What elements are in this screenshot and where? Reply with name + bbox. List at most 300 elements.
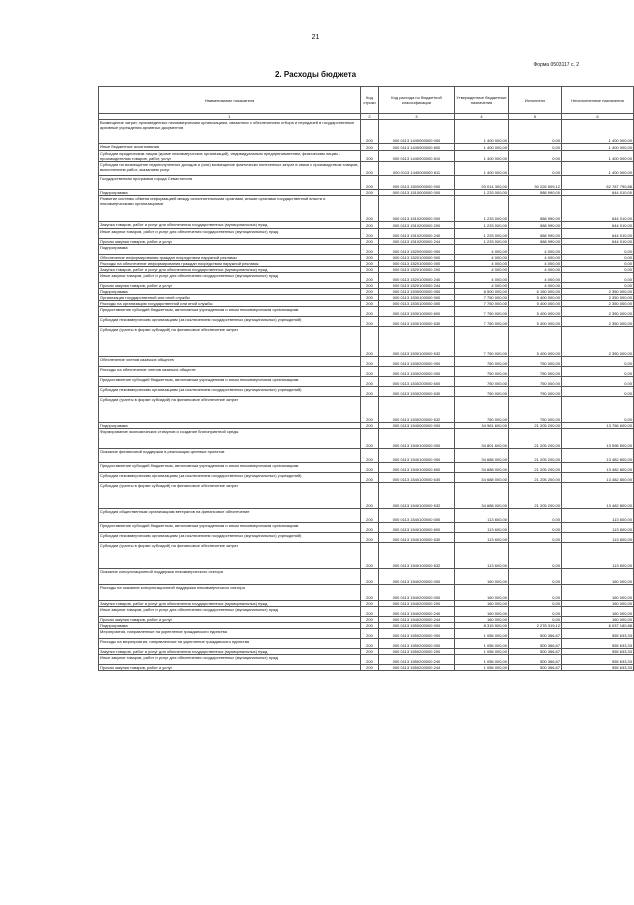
row-approved: 4 000,00 bbox=[455, 245, 509, 255]
row-approved: 8 500 000,00 bbox=[455, 289, 509, 295]
row-name: Развитие системы обмена информацией между исполнительными органами, иными органами государственной власти и некоммерческими организациями bbox=[99, 196, 361, 222]
row-name: Субсидии некоммерческим организациям (за исключением государственных (муниципальных) учреждений) bbox=[99, 533, 361, 543]
row-executed: 2 278 319,12 bbox=[509, 623, 562, 629]
row-remaining: 113 600,00 bbox=[562, 533, 634, 543]
row-approved: 160 000,00 bbox=[455, 569, 509, 585]
table-row bbox=[99, 429, 634, 449]
row-name: Субсидии (гранты в форме субсидий) на финансовое обеспечение затрат bbox=[99, 483, 361, 509]
row-code: 200 bbox=[361, 377, 379, 387]
row-remaining: 2 350 000,00 bbox=[562, 301, 634, 307]
row-classification: 000 0113 1530000000 000 bbox=[379, 289, 455, 295]
row-code: 200 bbox=[361, 176, 379, 190]
table-row bbox=[99, 307, 634, 317]
row-classification: 000 0113 1540100000 000 bbox=[379, 429, 455, 449]
row-name: Иные бюджетные ассигнования bbox=[99, 144, 361, 151]
row-code: 200 bbox=[361, 623, 379, 629]
row-name: Подпрограмма bbox=[99, 190, 361, 196]
row-approved: 34 688 000,00 bbox=[455, 473, 509, 483]
row-name: Оказание финансовой поддержки в реализации целевых проектов bbox=[99, 449, 361, 463]
row-executed: 500 366,67 bbox=[509, 665, 562, 671]
row-name: Подпрограмма bbox=[99, 423, 361, 429]
table-row bbox=[99, 273, 634, 283]
row-classification: 000 0113 1550200000 240 bbox=[379, 655, 455, 665]
row-approved: 7 750 000,00 bbox=[455, 301, 509, 307]
row-name: Прочая закупка товаров, работ и услуг bbox=[99, 617, 361, 623]
row-code: 200 bbox=[361, 301, 379, 307]
row-classification: 000 0113 1440000000 800 bbox=[379, 144, 455, 151]
table-row bbox=[99, 357, 634, 367]
table-row bbox=[99, 261, 634, 267]
row-executed: 0,00 bbox=[509, 509, 562, 523]
row-remaining: 644 010,00 bbox=[562, 190, 634, 196]
table-row bbox=[99, 607, 634, 617]
row-name: Субсидии (гранты в форме субсидий) на финансовое обеспечение затрат bbox=[99, 327, 361, 357]
row-executed: 588 990,00 bbox=[509, 190, 562, 196]
column-index: 2 bbox=[361, 114, 379, 120]
row-classification: 000 0113 1530100000 630 bbox=[379, 317, 455, 327]
row-remaining: 2 350 000,00 bbox=[562, 307, 634, 317]
row-code: 200 bbox=[361, 162, 379, 176]
table-row bbox=[99, 301, 634, 307]
row-approved: 750 000,00 bbox=[455, 397, 509, 423]
row-approved: 1 056 000,00 bbox=[455, 655, 509, 665]
table-row bbox=[99, 377, 634, 387]
row-name: Субсидии на возмещение недополученных доходов и (или) возмещение фактически понесенных затрат в связи с производством товаров, выполнением работ, оказанием услуг bbox=[99, 162, 361, 176]
row-code: 200 bbox=[361, 289, 379, 295]
page-title: 2. Расходы бюджета bbox=[274, 70, 357, 79]
row-code: 200 bbox=[361, 255, 379, 261]
row-code: 200 bbox=[361, 449, 379, 463]
header-executed: Исполнено bbox=[509, 87, 562, 114]
row-classification: 000 0113 1530100000 600 bbox=[379, 307, 455, 317]
row-classification: 000 0113 1550200000 200 bbox=[379, 649, 455, 655]
row-code: 200 bbox=[361, 267, 379, 273]
table-row bbox=[99, 144, 634, 151]
row-executed: 0,00 bbox=[509, 607, 562, 617]
row-remaining: 555 633,33 bbox=[562, 629, 634, 639]
row-executed: 5 400 000,00 bbox=[509, 307, 562, 317]
row-executed: 500 366,67 bbox=[509, 639, 562, 649]
row-approved: 160 000,00 bbox=[455, 617, 509, 623]
row-code: 200 bbox=[361, 144, 379, 151]
row-name: Предоставление субсидий бюджетным, автономным учреждениям и иным некоммерческим организациям bbox=[99, 307, 361, 317]
row-approved: 1 400 000,00 bbox=[455, 162, 509, 176]
row-remaining: 13 482 800,00 bbox=[562, 473, 634, 483]
row-classification: 000 0113 1520100000 240 bbox=[379, 273, 455, 283]
row-executed: 0,00 bbox=[509, 601, 562, 607]
row-code: 200 bbox=[361, 190, 379, 196]
row-classification: 000 0113 1500000000 000 bbox=[379, 176, 455, 190]
row-remaining: 160 000,00 bbox=[562, 569, 634, 585]
table-body bbox=[99, 120, 634, 671]
row-remaining: 2 350 000,00 bbox=[562, 289, 634, 295]
row-executed: 750 000,00 bbox=[509, 367, 562, 377]
row-approved: 34 961 600,00 bbox=[455, 423, 509, 429]
table-row bbox=[99, 655, 634, 665]
row-classification: 000 0113 1540100000 632 bbox=[379, 483, 455, 509]
row-code: 200 bbox=[361, 327, 379, 357]
row-approved: 34 688 000,00 bbox=[455, 449, 509, 463]
table-row bbox=[99, 397, 634, 423]
table-row bbox=[99, 533, 634, 543]
row-approved: 750 000,00 bbox=[455, 387, 509, 397]
row-classification: 000 0113 1530100000 632 bbox=[379, 327, 455, 357]
row-remaining: 113 600,00 bbox=[562, 523, 634, 533]
row-name: Подпрограмма bbox=[99, 245, 361, 255]
row-executed: 0,00 bbox=[509, 617, 562, 623]
row-name: Подпрограмма bbox=[99, 623, 361, 629]
row-executed: 4 000,00 bbox=[509, 267, 562, 273]
table-row bbox=[99, 639, 634, 649]
row-approved: 1 400 000,00 bbox=[455, 120, 509, 144]
row-classification: 000 0113 1440000000 811 bbox=[379, 162, 455, 176]
table-row bbox=[99, 543, 634, 569]
row-remaining: 0,00 bbox=[562, 357, 634, 367]
row-executed: 4 000,00 bbox=[509, 255, 562, 261]
row-classification: 000 0113 1540200000 240 bbox=[379, 607, 455, 617]
row-remaining: 13 596 600,00 bbox=[562, 429, 634, 449]
row-approved: 1 056 000,00 bbox=[455, 629, 509, 639]
table-row bbox=[99, 295, 634, 301]
row-classification: 000 0113 1510200000 200 bbox=[379, 222, 455, 229]
row-executed: 0,00 bbox=[509, 543, 562, 569]
row-approved: 4 000,00 bbox=[455, 261, 509, 267]
table-row bbox=[99, 665, 634, 671]
row-classification: 000 0113 1540100000 630 bbox=[379, 473, 455, 483]
row-approved: 113 600,00 bbox=[455, 523, 509, 533]
row-classification: 000 0113 1540200000 000 bbox=[379, 569, 455, 585]
column-index: 6 bbox=[562, 114, 634, 120]
row-code: 200 bbox=[361, 629, 379, 639]
row-code: 200 bbox=[361, 222, 379, 229]
row-classification: 000 0113 1540100000 000 bbox=[379, 509, 455, 523]
row-approved: 4 000,00 bbox=[455, 267, 509, 273]
row-classification: 000 0113 1440000000 000 bbox=[379, 120, 455, 144]
row-executed: 4 000,00 bbox=[509, 245, 562, 255]
row-executed: 30 226 509,12 bbox=[509, 176, 562, 190]
row-approved: 113 600,00 bbox=[455, 543, 509, 569]
row-code: 200 bbox=[361, 543, 379, 569]
table-row bbox=[99, 523, 634, 533]
row-executed: 4 000,00 bbox=[509, 273, 562, 283]
row-executed: 0,00 bbox=[509, 120, 562, 144]
row-approved: 34 688 000,00 bbox=[455, 463, 509, 473]
row-approved: 1 056 000,00 bbox=[455, 665, 509, 671]
row-classification: 000 0113 1540100000 000 bbox=[379, 449, 455, 463]
row-classification: 000 0113 1440000000 810 bbox=[379, 151, 455, 162]
row-classification: 000 0113 1530200000 000 bbox=[379, 357, 455, 367]
row-code: 200 bbox=[361, 307, 379, 317]
table-row bbox=[99, 367, 634, 377]
column-index: 5 bbox=[509, 114, 562, 120]
table-row bbox=[99, 585, 634, 601]
row-code: 200 bbox=[361, 639, 379, 649]
row-code: 200 bbox=[361, 283, 379, 289]
table-row bbox=[99, 509, 634, 523]
row-approved: 1 233 000,00 bbox=[455, 229, 509, 239]
row-approved: 1 400 000,00 bbox=[455, 144, 509, 151]
row-code: 200 bbox=[361, 295, 379, 301]
row-approved: 7 750 000,00 bbox=[455, 327, 509, 357]
row-code: 200 bbox=[361, 569, 379, 585]
row-code: 200 bbox=[361, 357, 379, 367]
table-row bbox=[99, 245, 634, 255]
row-name: Подпрограмма bbox=[99, 289, 361, 295]
row-approved: 160 000,00 bbox=[455, 607, 509, 617]
row-name: Субсидия общественным организациям ветеранов на финансовое обеспечение bbox=[99, 509, 361, 523]
row-approved: 750 000,00 bbox=[455, 377, 509, 387]
header-remaining: Неисполненные назначения bbox=[562, 87, 634, 114]
row-executed: 0,00 bbox=[509, 585, 562, 601]
row-executed: 750 000,00 bbox=[509, 377, 562, 387]
row-approved: 113 600,00 bbox=[455, 533, 509, 543]
row-remaining: 160 000,00 bbox=[562, 607, 634, 617]
row-name: Прочая закупка товаров, работ и услуг bbox=[99, 665, 361, 671]
row-name: Субсидии некоммерческим организациям (за исключением государственных (муниципальных) учреждений) bbox=[99, 317, 361, 327]
row-approved: 7 750 000,00 bbox=[455, 307, 509, 317]
row-code: 200 bbox=[361, 367, 379, 377]
row-executed: 588 990,00 bbox=[509, 239, 562, 245]
table-row bbox=[99, 649, 634, 655]
row-executed: 750 000,00 bbox=[509, 357, 562, 367]
row-classification: 000 0113 1530200000 632 bbox=[379, 397, 455, 423]
row-approved: 1 233 000,00 bbox=[455, 222, 509, 229]
row-classification: 000 0113 1550200000 000 bbox=[379, 629, 455, 639]
row-name: Прочая закупка товаров, работ и услуг bbox=[99, 283, 361, 289]
row-approved: 160 000,00 bbox=[455, 585, 509, 601]
row-classification: 000 0113 1540200000 200 bbox=[379, 601, 455, 607]
row-classification: 000 0113 1540200000 244 bbox=[379, 617, 455, 623]
row-remaining: 1 400 000,00 bbox=[562, 144, 634, 151]
row-remaining: 0,00 bbox=[562, 283, 634, 289]
row-approved: 7 750 000,00 bbox=[455, 317, 509, 327]
column-index: 3 bbox=[379, 114, 455, 120]
row-code: 200 bbox=[361, 387, 379, 397]
row-executed: 21 205 200,00 bbox=[509, 429, 562, 449]
row-name: Расходы на мероприятия, направленные на укрепление гражданского единства bbox=[99, 639, 361, 649]
row-approved: 1 233 000,00 bbox=[455, 190, 509, 196]
row-remaining: 555 633,33 bbox=[562, 639, 634, 649]
row-name: Закупка товаров, работ и услуг для обеспечения государственных (муниципальных) нужд bbox=[99, 649, 361, 655]
row-code: 200 bbox=[361, 617, 379, 623]
row-executed: 4 000,00 bbox=[509, 283, 562, 289]
row-approved: 160 000,00 bbox=[455, 601, 509, 607]
row-code: 200 bbox=[361, 649, 379, 655]
row-remaining: 62 787 790,88 bbox=[562, 176, 634, 190]
row-executed: 588 990,00 bbox=[509, 196, 562, 222]
row-name: Расходы на оказание консультационной поддержки некоммерческого сектора bbox=[99, 585, 361, 601]
row-classification: 000 0113 1510200000 000 bbox=[379, 196, 455, 222]
row-classification: 000 0113 1510200000 244 bbox=[379, 239, 455, 245]
row-code: 200 bbox=[361, 245, 379, 255]
row-remaining: 644 010,00 bbox=[562, 239, 634, 245]
row-classification: 000 0113 1530100000 000 bbox=[379, 295, 455, 301]
row-remaining: 160 000,00 bbox=[562, 585, 634, 601]
row-remaining: 13 482 800,00 bbox=[562, 463, 634, 473]
row-code: 200 bbox=[361, 273, 379, 283]
row-remaining: 555 633,33 bbox=[562, 649, 634, 655]
row-executed: 21 205 200,00 bbox=[509, 423, 562, 429]
row-code: 200 bbox=[361, 229, 379, 239]
row-remaining: 0,00 bbox=[562, 397, 634, 423]
row-remaining: 113 600,00 bbox=[562, 543, 634, 569]
row-name: Формирование экономических стимулов и создание благоприятной среды bbox=[99, 429, 361, 449]
row-approved: 750 000,00 bbox=[455, 357, 509, 367]
row-code: 200 bbox=[361, 523, 379, 533]
row-remaining: 555 633,33 bbox=[562, 655, 634, 665]
table-row bbox=[99, 473, 634, 483]
row-approved: 34 688 000,00 bbox=[455, 483, 509, 509]
row-remaining: 0,00 bbox=[562, 377, 634, 387]
row-code: 200 bbox=[361, 509, 379, 523]
row-classification: 000 0113 1540000000 000 bbox=[379, 423, 455, 429]
column-index: 4 bbox=[455, 114, 509, 120]
row-name: Закупка товаров, работ и услуг для обеспечения государственных (муниципальных) нужд bbox=[99, 222, 361, 229]
table-row bbox=[99, 222, 634, 229]
row-classification: 000 0113 1510000000 000 bbox=[379, 190, 455, 196]
row-remaining: 555 633,33 bbox=[562, 665, 634, 671]
row-remaining: 2 350 000,00 bbox=[562, 295, 634, 301]
row-executed: 500 366,67 bbox=[509, 629, 562, 639]
row-executed: 21 205 200,00 bbox=[509, 483, 562, 509]
row-approved: 113 600,00 bbox=[455, 509, 509, 523]
row-classification: 000 0113 1510200000 240 bbox=[379, 229, 455, 239]
expenses-table bbox=[98, 86, 634, 671]
row-name: Расходы на обеспечение членов казачьих обществ bbox=[99, 367, 361, 377]
row-executed: 21 205 200,00 bbox=[509, 449, 562, 463]
row-name: Обеспечение членов казачьих обществ bbox=[99, 357, 361, 367]
table-row bbox=[99, 483, 634, 509]
row-executed: 5 400 000,00 bbox=[509, 317, 562, 327]
row-code: 200 bbox=[361, 463, 379, 473]
row-remaining: 1 400 000,00 bbox=[562, 151, 634, 162]
table-row bbox=[99, 196, 634, 222]
row-executed: 21 205 200,00 bbox=[509, 463, 562, 473]
row-code: 200 bbox=[361, 655, 379, 665]
header-approved: Утвержденные бюджетные назначения bbox=[455, 87, 509, 114]
header-name: Наименование показателя bbox=[99, 87, 361, 114]
row-name: Предоставление субсидий бюджетным, автономным учреждениям и иным некоммерческим организациям bbox=[99, 463, 361, 473]
row-approved: 93 014 300,00 bbox=[455, 176, 509, 190]
row-name: Оказание консультационной поддержки некоммерческого сектора bbox=[99, 569, 361, 585]
page-number: 21 bbox=[311, 34, 320, 41]
table-row bbox=[99, 463, 634, 473]
row-executed: 5 400 000,00 bbox=[509, 295, 562, 301]
row-executed: 0,00 bbox=[509, 569, 562, 585]
row-approved: 750 000,00 bbox=[455, 367, 509, 377]
row-code: 200 bbox=[361, 483, 379, 509]
row-executed: 0,00 bbox=[509, 162, 562, 176]
row-code: 200 bbox=[361, 397, 379, 423]
header-classification: Код расхода по бюджетной классификации bbox=[379, 87, 455, 114]
row-remaining: 160 000,00 bbox=[562, 617, 634, 623]
row-remaining: 644 010,00 bbox=[562, 222, 634, 229]
header-code: Код строки bbox=[361, 87, 379, 114]
row-classification: 000 0113 1520100000 244 bbox=[379, 283, 455, 289]
row-executed: 588 990,00 bbox=[509, 222, 562, 229]
row-approved: 4 000,00 bbox=[455, 283, 509, 289]
row-remaining: 1 400 000,00 bbox=[562, 120, 634, 144]
row-code: 200 bbox=[361, 585, 379, 601]
expenses-table-wrap bbox=[98, 86, 633, 896]
row-approved: 1 056 000,00 bbox=[455, 639, 509, 649]
table-row bbox=[99, 387, 634, 397]
table-row bbox=[99, 601, 634, 607]
row-classification: 000 0113 1540100000 630 bbox=[379, 533, 455, 543]
row-code: 200 bbox=[361, 533, 379, 543]
row-code: 200 bbox=[361, 239, 379, 245]
row-name: Иные закупки товаров, работ и услуг для обеспечения государственных (муниципальных) нужд bbox=[99, 273, 361, 283]
row-approved: 4 000,00 bbox=[455, 255, 509, 261]
row-code: 200 bbox=[361, 473, 379, 483]
table-row bbox=[99, 162, 634, 176]
row-name: Прочая закупка товаров, работ и услуг bbox=[99, 239, 361, 245]
row-classification: 000 0113 1540200000 000 bbox=[379, 585, 455, 601]
row-remaining: 113 600,00 bbox=[562, 509, 634, 523]
row-code: 200 bbox=[361, 423, 379, 429]
row-name: Расходы на обеспечение информирования граждан посредством наружной рекламы bbox=[99, 261, 361, 267]
row-name: Субсидии (гранты в форме субсидий) на финансовое обеспечение затрат bbox=[99, 543, 361, 569]
row-code: 200 bbox=[361, 601, 379, 607]
table-row bbox=[99, 327, 634, 357]
table-row bbox=[99, 176, 634, 190]
row-executed: 500 366,67 bbox=[509, 649, 562, 655]
row-executed: 588 990,00 bbox=[509, 229, 562, 239]
row-name: Расходы на организацию государственной или иной службы bbox=[99, 301, 361, 307]
row-classification: 000 0113 1520000000 000 bbox=[379, 245, 455, 255]
table-row bbox=[99, 449, 634, 463]
row-name: Иные закупки товаров, работ и услуг для обеспечения государственных (муниципальных) нужд bbox=[99, 655, 361, 665]
table-row bbox=[99, 267, 634, 273]
row-executed: 21 205 200,00 bbox=[509, 473, 562, 483]
row-classification: 000 0113 1530100000 000 bbox=[379, 301, 455, 307]
row-remaining: 13 756 600,00 bbox=[562, 423, 634, 429]
row-remaining: 0,00 bbox=[562, 255, 634, 261]
row-remaining: 0,00 bbox=[562, 367, 634, 377]
form-code: Форма 0503117 с. 2 bbox=[533, 62, 579, 68]
row-name: Субсидии некоммерческим организациям (за исключением государственных (муниципальных) учреждений) bbox=[99, 473, 361, 483]
row-name: Обеспечение информирования граждан посредством наружной рекламы bbox=[99, 255, 361, 261]
row-classification: 000 0113 1520100000 000 bbox=[379, 261, 455, 267]
row-remaining: 0,00 bbox=[562, 245, 634, 255]
row-name: Иные закупки товаров, работ и услуг для обеспечения государственных (муниципальных) нужд bbox=[99, 229, 361, 239]
row-name: Субсидии юридическим лицам (кроме некоммерческих организаций), индивидуальным предпринимателям, физическим лицам - производителям товаров, работ, услуг bbox=[99, 151, 361, 162]
row-approved: 8 315 500,00 bbox=[455, 623, 509, 629]
table-row bbox=[99, 151, 634, 162]
table-row bbox=[99, 255, 634, 261]
table-row bbox=[99, 317, 634, 327]
row-executed: 0,00 bbox=[509, 523, 562, 533]
row-classification: 000 0113 1530200000 000 bbox=[379, 367, 455, 377]
row-executed: 0,00 bbox=[509, 151, 562, 162]
row-classification: 000 0113 1540100000 600 bbox=[379, 463, 455, 473]
row-remaining: 2 350 000,00 bbox=[562, 327, 634, 357]
row-approved: 1 233 000,00 bbox=[455, 239, 509, 245]
row-code: 200 bbox=[361, 196, 379, 222]
row-executed: 5 400 000,00 bbox=[509, 327, 562, 357]
row-code: 200 bbox=[361, 665, 379, 671]
row-name: Субсидии (гранты в форме субсидий) на финансовое обеспечение затрат bbox=[99, 397, 361, 423]
row-remaining: 1 400 000,00 bbox=[562, 162, 634, 176]
row-approved: 1 233 000,00 bbox=[455, 196, 509, 222]
row-remaining: 13 482 800,00 bbox=[562, 449, 634, 463]
row-remaining: 644 010,00 bbox=[562, 229, 634, 239]
row-remaining: 6 037 180,88 bbox=[562, 623, 634, 629]
row-name: Субсидии некоммерческим организациям (за исключением государственных (муниципальных) учреждений) bbox=[99, 387, 361, 397]
row-code: 200 bbox=[361, 607, 379, 617]
row-classification: 000 0113 1530200000 600 bbox=[379, 377, 455, 387]
row-classification: 000 0113 1520100000 000 bbox=[379, 255, 455, 261]
